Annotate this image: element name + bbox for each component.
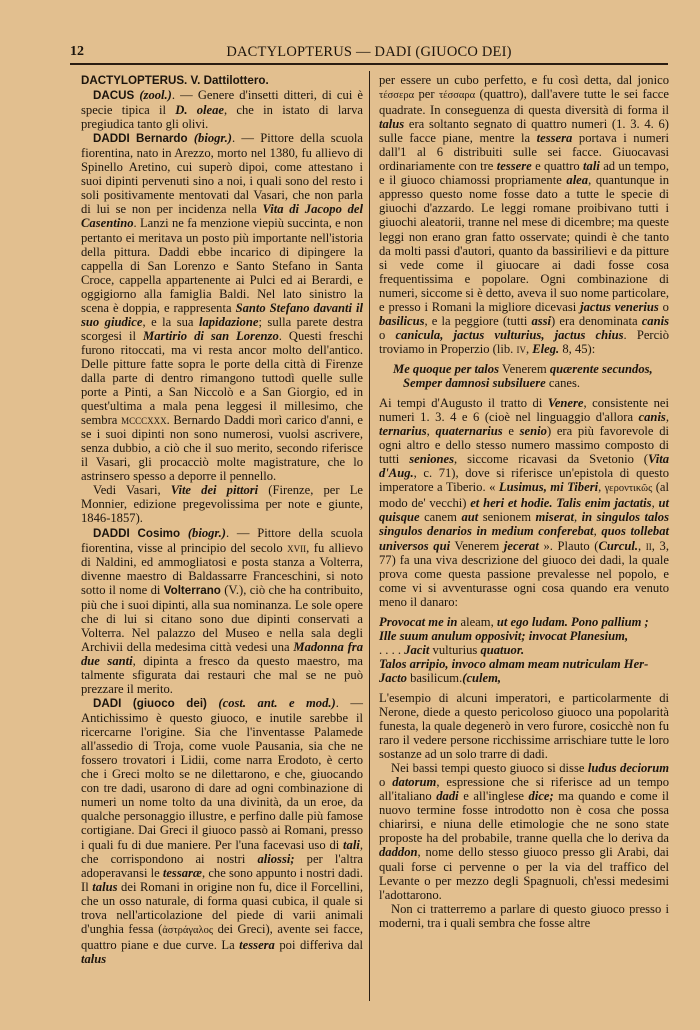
page-number: 12 [70,44,84,59]
left-column [81,73,363,966]
paragraph: Ai tempi d'Augusto il tratto di Venere, consistente nei numeri 1. 3. 4 e 6 (cioè nel linguaggio d'allora canis, ternarius, quaternarius e senio) era più favorevole di ogni altro e dello stesso numero massimo composto di tutti seniones, siccome ricavasi da Svetonio (Vita d'Aug., c. 71), dove si riferisce un'epistola di questo imperatore a Tiberio. « Lusimus, mi Tiberi, γεροντικῶς (al modo de' vecchi) et heri et hodie. Talis enim jactatis, ut quisque canem aut senionem miserat, in singulos talos singulos denarios in medium conferebat, quos tollebat universos qui Venerem jecerat ». Plauto (Curcul., ii, 3, 77) fa una viva descrizione del giuoco dei dadi, la quale prova come questa passione prevalesse nel popolo, e come vi si avventurasse ogni cosa quando era venuto meno il danaro: [379,396,670,609]
column-divider [369,71,370,1001]
entry-lemma: DADI (giuoco dei) [93,697,207,711]
entry-daddi-bernardo: DADDI Bernardo (biogr.). — Pittore della scuola fiorentina, nato in Arezzo, morto nel 1380, fu allievo di Spinello Aretino, cui superò dipoi, come attestano i suoi dipinti pervenuti sino a noi, i quali sono del resto i soli positivamente mentovati dal Vasari, che non parla di lui se non per incidenza nella Vita di Jacopo del Casentino. Lanzi ne fa menzione viepiù succinta, e non pertanto ei meritava un posto più importante nell'istoria della pittura. Daddi ebbe incarico di dipingere la cappella di San Lorenzo e Santo Stefano in Santa Croce, cappella appartenente ai Pulci ed ai Berardi, e oggigiorno alla famiglia Baldi. Nel lato sinistro la scena è doppia, e rappresenta Santo Stefano davanti il suo giudice, e la sua lapidazione; sulla parete destra scorgesi il Martirio di san Lorenzo. Questi freschi furono ritoccati, ma vi resta ancor molto dell'antico. Delle pitture fatte sopra le porte della città di Firenze dalla parte di dentro rimangono tuttodì quelle sulle porte a Pinti, a San Niccolò e a San Giorgio, ed in quest'ultima a mala pena leggesi il millesimo, che sembra mcccxxx. Bernardo Daddi morì carico d'anni, e se i suoi dipinti non sono numerosi, vuolsi ascrivere, senza dubbio, a ciò che il suo merito, secondo riferisce il Vasari, gli procacciò molte magistrature, che lo astrinsero spesso a deporre il pennello. [81,131,364,484]
entry-tag: (zool.) [139,88,172,103]
page-header [70,44,668,62]
paragraph: L'esempio di alcuni imperatori, e particolarmente di Nerone, diede a questo pericoloso giuoco una popolarità funesta, la quale degenerò in vero furore, cosicchè non fu raro il vedere persone ricchissime arrischiare tutte le loro sostanze ad un solo trarre di dadi. [379,690,669,762]
running-head: DACTYLOPTERUS — DADI (GIUOCO DEI) [226,44,512,60]
entry-reference-vasari: Vedi Vasari, Vite dei pittori (Firenze, per Le Monnier, edizione pregevolissima per note e giunte, 1846-1857). [81,483,363,526]
entry-tag: (cost. ant. e mod.) [218,696,336,711]
verse-quote-propertius: Me quoque per talos Venerem quærente secundos, Semper damnosi subsiluere canes. [393,361,653,390]
entry-dactylopterus: DACTYLOPTERUS. V. Dattilottero. [81,74,269,87]
entry-lemma: DACTYLOPTERUS. [81,74,188,87]
header-rule [70,63,668,65]
right-column [379,73,669,930]
entry-lemma: DACUS [93,89,135,103]
paragraph: per essere un cubo perfetto, e fu così detta, dal jonico τέσσερα per τέσσαρα (quattro), dall'avere tutte le sei facce quadrate. In conseguenza di questa diversità di forma il talus era soltanto segnato di quattro numeri (1. 3. 4. 6) sulle facce piane, mentre la tessera portava i numeri dall'1 al 6 distribuiti sulle sei facce. Giuocavasi ordinariamente con tre tessere e quattro tali ad un tempo, e il giuoco chiamossi propriamente alea, quantunque in appresso questo nome fosse dato a tutte le specie di giuochi d'azzardo. Le leggi romane proibivano tutti i giuochi aleatorii, tranne nel mese di dicembre; ma queste leggi non erano gran fatto osservate; quindi è che tanto da molti passi d'autori, quanto da bassirilievi e da pitture si vede come il giuocare ai dadi fosse cosa frequentissima e popolare. Ogni combinazione di numeri, siccome si è detto, aveva il suo nome particolare, e presso i Romani la migliore dicevasi jactus venerius o basilicus, e la peggiore (tutti assi) era denominata canis o canicula, jactus vulturius, jactus chius. Perciò troviamo in Properzio (lib. iv, Eleg. 8, 45): [379,73,669,356]
entry-dacus: DACUS (zool.). — Genere d'insetti ditteri, di cui è specie tipica il D. oleae, che in istato di larva pregiudica tanto gli olivi. [81,88,364,132]
entry-daddi-cosimo: DADDI Cosimo (biogr.). — Pittore della scuola fiorentina, visse al principio del secolo xvii, fu allievo di Naldini, ed ammogliatosi e posta stanza a Volterra, divenne maestro di Baldassarre Franceschini, si noto sotto il nome di Volterrano (V.), ciò che ha contribuito, più che i suoi dipinti, alla sua nominanza. Le sole opere che di lui si citano sono due dipinti conservati a Volterra. Nel palazzo del Museo e nella sala degli Archivii della medesima città vedesi una Madonna fra due santi, dipinta a fresco da questo maestro, ma talmente sfigurata dai restauri che mal se ne può prezzare il merito. [81,525,364,697]
entry-lemma: DADDI Cosimo [93,526,181,540]
entry-dadi: DADI (giuoco dei) (cost. ant. e mod.). — Antichissimo è questo giuoco, e inutile sarebbe il ricercarne l'origine. Sia che l'inventasse Palamede all'assedio di Troja, come vuole Pausania, sia che ne fossero trovatori i Lidii, come narra Erodoto, è certo che i Greci molto se ne dilettarono, e che, giuocando con tre dadi, usarono di dare ad ogni combinazione di numeri un nome tolto da una divinità, da un eroe, da qualche personaggio illustre, e perfino dalle più famose cortigiane. Dai Greci il giuoco passò ai Romani, presso i quali fu di due maniere. Per l'una facevasi uso di tali, che corrispondono ai nostri aliossi; per l'altra adoperavansi le tessaræ, che sono appunto i nostri dadi. Il talus dei Romani in origine non fu, dice il Forcellini, che un osso naturale, di forma quasi cubica, il quale si trova nell'articolazione del piede di varii animali d'unghia fessa (ἀστράγαλος dei Greci), avente sei facce, quattro piane e due curve. La tessera poi differiva dal talus [81,696,364,966]
cross-reference: Volterrano [163,583,221,597]
entry-lemma: DADDI Bernardo [93,132,188,146]
verse-quote-plautus: Provocat me in aleam, ut ego ludam. Pono pallium ; Ille suum anulum opposivit; invocat Planesium, . . . . Jacit vulturius quatuor. Talos arripio, invoco almam meam nutriculam Her- Jacto basilicum.(culem, [379,614,649,685]
paragraph: Non ci tratterremo a parlare di questo giuoco presso i moderni, tra i quali sembra che fosse altre [379,901,669,930]
paragraph: Nei bassi tempi questo giuoco si disse ludus deciorum o datorum, espressione che si riferisce ad un tempo all'italiano dadi e all'inglese dice; ma quando e come il nuovo termine fosse introdotto non è cosa che possa chiarirsi, e niuna delle etimologie che ne sono state proposte ha del probabile, tranne quella che lo deriva da daddon, nome dello stesso giuoco presso gli Arabi, dai quali forse ci pervenne o per la via del traffico del Levante o per mezzo degli Spagnuoli, ch'essi medesimi l'adottarono. [379,761,669,902]
entry-tag: (biogr.) [187,525,226,540]
entry-tag: (biogr.) [193,131,232,146]
